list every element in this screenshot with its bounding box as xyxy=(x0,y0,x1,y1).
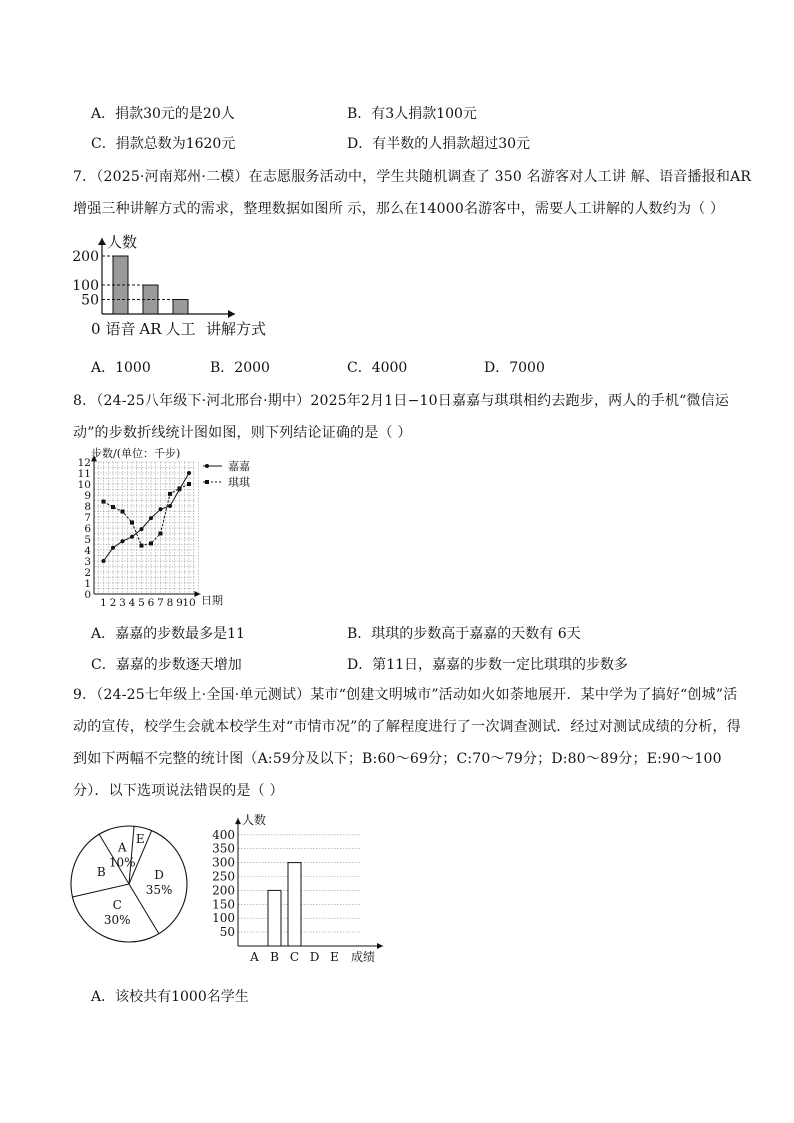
q8-point-1 xyxy=(168,504,172,508)
q8-point-1 xyxy=(111,546,115,550)
q8-option-a: A．嘉嘉的步数最多是11 xyxy=(91,626,245,642)
q9-pie-slice-label: D xyxy=(154,867,164,882)
q8-point-2 xyxy=(149,541,153,545)
q8-option-c: C．嘉嘉的步数逐天增加 xyxy=(91,657,242,673)
q9-pie-slice-label: B xyxy=(96,865,106,880)
q8-ytick-label: 7 xyxy=(84,512,91,524)
q9-stem-line4: 分）．以下选项说法错误的是（ ） xyxy=(73,783,284,799)
q7-option-a: A．1000 xyxy=(91,360,151,376)
q9-option-a: A．该校共有1000名学生 xyxy=(91,989,249,1005)
q8-legend-label-1: 嘉嘉 xyxy=(228,460,250,473)
q9-pie-percent-label: 35% xyxy=(145,882,173,897)
q7-bar xyxy=(113,256,128,314)
q8-xtick-label: 5 xyxy=(138,597,145,609)
q8-point-1 xyxy=(140,527,144,531)
q8-xtick-label: 8 xyxy=(166,597,174,609)
q8-ytick-label: 6 xyxy=(84,523,91,535)
q9-bar-ytick-label: 200 xyxy=(212,883,235,898)
q8-ytick-label: 3 xyxy=(84,556,91,568)
q7-option-d: D．7000 xyxy=(484,360,545,376)
q8-ytick-label: 9 xyxy=(84,490,91,502)
q8-point-2 xyxy=(140,544,144,548)
q8-point-2 xyxy=(187,482,191,486)
q9-stem-line3: 到如下两幅不完整的统计图（A:59分及以下；B:60～69分；C:70～79分；D:80～89分；E:90～100 xyxy=(73,751,722,767)
q7-ytick-label: 100 xyxy=(72,278,99,294)
q8-ytick-label: 2 xyxy=(84,567,91,579)
q9-bar-ytick-label: 300 xyxy=(212,855,235,870)
q9-bar-category-label: B xyxy=(270,950,279,964)
q9-bar-category-label: D xyxy=(309,950,320,964)
q9-bar-y-arrow xyxy=(235,818,241,824)
q8-ytick-label: 12 xyxy=(77,457,91,469)
q9-pie-percent-label: 30% xyxy=(103,912,131,927)
q8-point-2 xyxy=(159,532,163,536)
q9-bar-ytick-label: 100 xyxy=(212,911,235,926)
q8-point-2 xyxy=(178,486,182,490)
q7-ylabel: 人数 xyxy=(107,233,138,251)
q8-ylabel: 步数/(单位：千步) xyxy=(91,447,181,460)
q8-xtick-label: 10 xyxy=(182,597,196,609)
q9-stem-line1: 9．（24-25七年级上·全国·单元测试）某市“创建文明城市”活动如火如荼地展开．某中学为了搞好“创城”活 xyxy=(73,687,738,703)
q9-bar-ytick-label: 50 xyxy=(219,925,235,940)
q8-line-chart xyxy=(70,444,270,614)
q9-bar-chart xyxy=(200,808,390,970)
q7-bar xyxy=(173,300,188,315)
q7-xlabel: 讲解方式 xyxy=(206,320,267,338)
q9-bar xyxy=(268,890,281,946)
q8-point-1 xyxy=(149,516,153,520)
q7-category-label: 人工 xyxy=(165,320,196,338)
q8-xtick-label: 7 xyxy=(157,597,164,609)
q8-ytick-label: 10 xyxy=(77,479,91,491)
q9-bar-ytick-label: 350 xyxy=(212,841,235,856)
q8-point-1 xyxy=(102,559,106,563)
q8-xtick-label: 6 xyxy=(147,597,155,609)
q9-bar-ytick-label: 150 xyxy=(212,897,235,912)
q9-bar-category-label: A xyxy=(250,950,259,964)
q7-ytick-label: 50 xyxy=(81,292,99,309)
q9-bar-ytick-label: 400 xyxy=(212,827,235,842)
q8-point-1 xyxy=(130,535,134,539)
q7-option-b: B．2000 xyxy=(210,360,270,376)
q7-option-c: C．4000 xyxy=(347,360,408,376)
q9-pie-slice-label: C xyxy=(112,897,122,912)
q9-pie-slice-label: E xyxy=(135,831,145,846)
q8-xtick-label: 9 xyxy=(176,597,183,609)
q9-bar-x-arrow xyxy=(377,943,383,949)
q9-bar-category-label: E xyxy=(330,950,339,964)
q9-bar-ytick-label: 250 xyxy=(212,869,235,884)
q8-xtick-label: 3 xyxy=(119,597,126,609)
q8-xlabel: 日期 xyxy=(201,594,223,607)
q9-pie-slice-label: A xyxy=(117,840,127,855)
q7-y-arrow xyxy=(98,238,106,245)
q8-point-2 xyxy=(121,510,125,514)
q9-stem-line2: 动的宣传，校学生会就本校学生对“市情市况”的了解程度进行了一次调查测试．经过对测试成绩的分析，得 xyxy=(73,719,741,735)
q8-stem-line1: 8．（24-25八年级下·河北邢台·期中）2025年2月1日−10日嘉嘉与琪琪相约去跑步，两人的手机“微信运 xyxy=(73,393,730,409)
q6-option-b: B．有3人捐款100元 xyxy=(347,106,477,122)
q7-category-label: 语音 xyxy=(105,320,136,338)
q8-ytick-label: 8 xyxy=(84,501,91,513)
q8-xtick-label: 2 xyxy=(109,597,117,609)
q7-origin-label: 0 xyxy=(91,320,101,338)
q8-point-2 xyxy=(111,505,115,509)
q7-bar-chart xyxy=(70,226,280,344)
q8-xtick-label: 4 xyxy=(128,597,136,609)
q6-option-d: D．有半数的人捐款超过30元 xyxy=(347,136,531,152)
q8-stem-line2: 动”的步数折线统计图如图，则下列结论证确的是（ ） xyxy=(73,425,412,441)
q8-point-1 xyxy=(121,539,125,543)
q9-pie-chart xyxy=(64,824,194,954)
q7-x-arrow xyxy=(228,310,235,318)
q8-ytick-label: 4 xyxy=(84,545,91,557)
q9-bar xyxy=(288,863,301,946)
q8-legend xyxy=(203,459,251,489)
q8-legend-label-2: 琪琪 xyxy=(228,476,250,489)
q7-stem-line2: 增强三种讲解方式的需求，整理数据如图所 示，那么在14000名游客中，需要人工讲解的人数约为（ ） xyxy=(73,201,725,217)
q6-option-c: C．捐款总数为1620元 xyxy=(91,136,236,152)
q8-point-1 xyxy=(187,471,191,475)
q7-stem-line1: 7．（2025·河南郑州·二模）在志愿服务活动中，学生共随机调查了 350 名游客对人工讲 解、语音播报和AR xyxy=(73,169,752,185)
q8-point-1 xyxy=(159,507,163,511)
q8-point-2 xyxy=(130,521,134,525)
q8-ytick-label: 0 xyxy=(84,589,91,601)
q8-point-2 xyxy=(102,500,106,504)
q7-category-label: AR xyxy=(139,320,162,338)
q8-xtick-label: 1 xyxy=(100,597,107,609)
q7-bar xyxy=(143,285,158,314)
q8-ytick-label: 1 xyxy=(84,578,91,590)
q7-ytick-label: 200 xyxy=(72,249,99,265)
q8-ytick-label: 5 xyxy=(84,534,91,546)
q6-option-a: A．捐款30元的是20人 xyxy=(91,106,235,122)
q9-bar-xlabel: 成绩 xyxy=(351,950,376,964)
q8-option-d: D．第11日，嘉嘉的步数一定比琪琪的步数多 xyxy=(347,657,629,673)
q9-pie-percent-label: 10% xyxy=(108,855,136,870)
q8-point-2 xyxy=(168,492,172,496)
q9-bar-ylabel: 人数 xyxy=(242,813,267,827)
q8-option-b: B．琪琪的步数高于嘉嘉的天数有 6天 xyxy=(347,626,581,642)
q9-bar-category-label: C xyxy=(289,950,300,964)
q8-ytick-label: 11 xyxy=(77,468,91,480)
